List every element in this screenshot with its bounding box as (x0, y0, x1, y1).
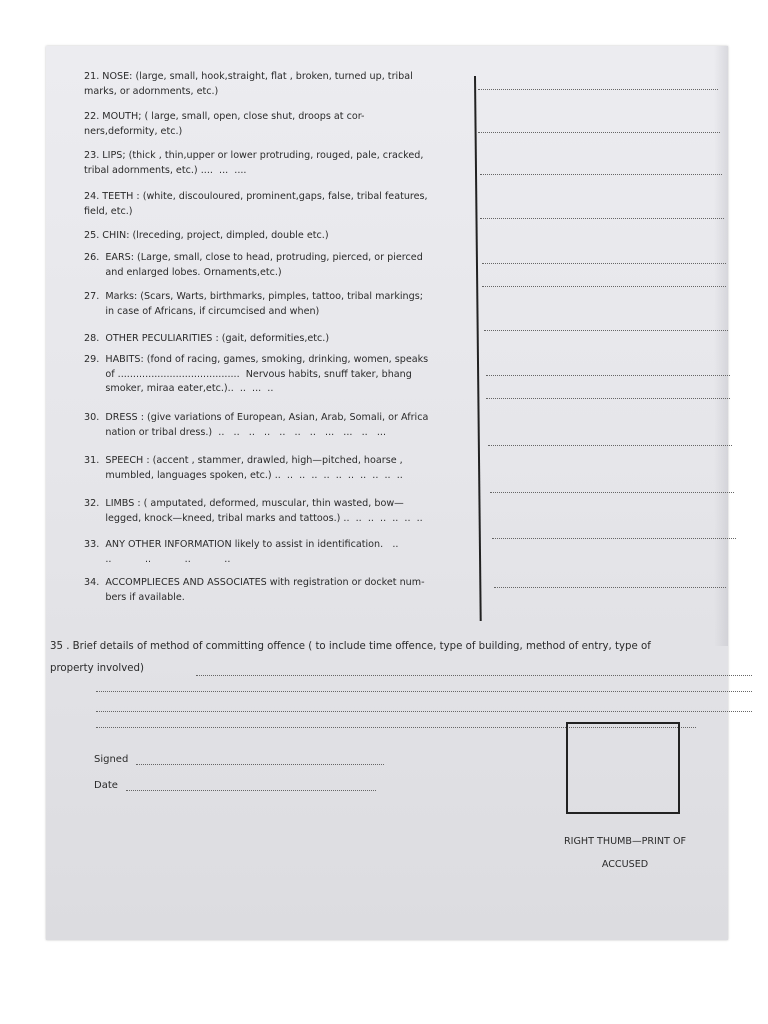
item-25-chin: 25. CHIN: (lreceding, project, dimpled, double etc.) (84, 230, 329, 241)
thumb-caption-line-1: RIGHT THUMB—PRINT OF (563, 836, 687, 847)
item-23-lips: 23. LIPS; (thick , thin,upper or lower protruding, rouged, pale, cracked, tribal adornments, etc.) .... ... .... (84, 150, 424, 176)
answer-line-24[interactable] (480, 218, 724, 219)
item-35-method-of-offence: 35 . Brief details of method of committing offence ( to include time offence, type of building, method of entry, type of (50, 641, 651, 652)
answer-line-35-1[interactable] (196, 675, 752, 676)
answer-line-35-2[interactable] (96, 691, 752, 692)
answer-line-32[interactable] (492, 538, 736, 539)
answer-line-35-3[interactable] (96, 711, 752, 712)
item-21-nose: 21. NOSE: (large, small, hook,straight, flat , broken, turned up, tribal marks, or adornments, etc.) (84, 71, 413, 97)
item-27-marks: 27. Marks: (Scars, Warts, birthmarks, pimples, tattoo, tribal markings; in case of Africans, if circumcised and when) (84, 291, 423, 317)
thumb-caption-line-2: ACCUSED (601, 859, 649, 870)
item-30-dress: 30. DRESS : (give variations of European, Asian, Arab, Somali, or Africa nation or tribal dress.) .. .. .. .. .. .. .. ... ... .. ... (84, 412, 429, 438)
column-divider (474, 76, 482, 621)
answer-line-31[interactable] (490, 492, 734, 493)
item-29-habits: 29. HABITS: (fond of racing, games, smoking, drinking, women, speaks of ........................................ Nervous habits, snuff taker, bhang smoker, miraa eater,etc.).. .. ... .. (84, 354, 429, 394)
item-22-mouth: 22. MOUTH; ( large, small, open, close shut, droops at cor- ners,deformity, etc.) (84, 111, 365, 137)
answer-line-26b[interactable] (482, 286, 726, 287)
answer-line-29b[interactable] (486, 398, 730, 399)
item-34-accomplices: 34. ACCOMPLIECES AND ASSOCIATES with registration or docket num- bers if available. (84, 577, 425, 603)
answer-line-21[interactable] (478, 89, 718, 90)
item-26-ears: 26. EARS: (Large, small, close to head, protruding, pierced, or pierced and enlarged lobes. Ornaments,etc.) (84, 252, 423, 278)
right-thumb-print-box[interactable] (566, 722, 680, 814)
item-31-speech: 31. SPEECH : (accent , stammer, drawled, high—pitched, hoarse , mumbled, languages spoken, etc.) .. .. .. .. .. .. .. .. .. .. .. (84, 455, 403, 481)
answer-line-23[interactable] (480, 174, 722, 175)
date-label: Date (94, 780, 118, 791)
signed-label: Signed (94, 754, 129, 765)
paper-fold-shadow (714, 46, 728, 646)
date-line[interactable] (126, 790, 376, 791)
item-28-other-peculiarities: 28. OTHER PECULIARITIES : (gait, deformities,etc.) (84, 333, 330, 344)
signed-line[interactable] (136, 764, 384, 765)
answer-line-22[interactable] (478, 132, 720, 133)
answer-line-26[interactable] (482, 263, 726, 264)
item-33-other-information: 33. ANY OTHER INFORMATION likely to assist in identification. .. .. .. .. .. (84, 539, 399, 565)
answer-line-30[interactable] (488, 445, 732, 446)
item-32-limbs: 32. LIMBS : ( amputated, deformed, muscular, thin wasted, bow— legged, knock—kneed, tribal marks and tattoos.) .. .. .. .. .. .. .. (84, 498, 423, 524)
item-24-teeth: 24. TEETH : (white, discouloured, prominent,gaps, false, tribal features, field, etc.) (84, 191, 428, 217)
answer-line-34[interactable] (494, 587, 726, 588)
answer-line-29[interactable] (486, 375, 730, 376)
answer-line-27[interactable] (484, 330, 728, 331)
item-35-property-involved: property involved) (50, 663, 144, 674)
